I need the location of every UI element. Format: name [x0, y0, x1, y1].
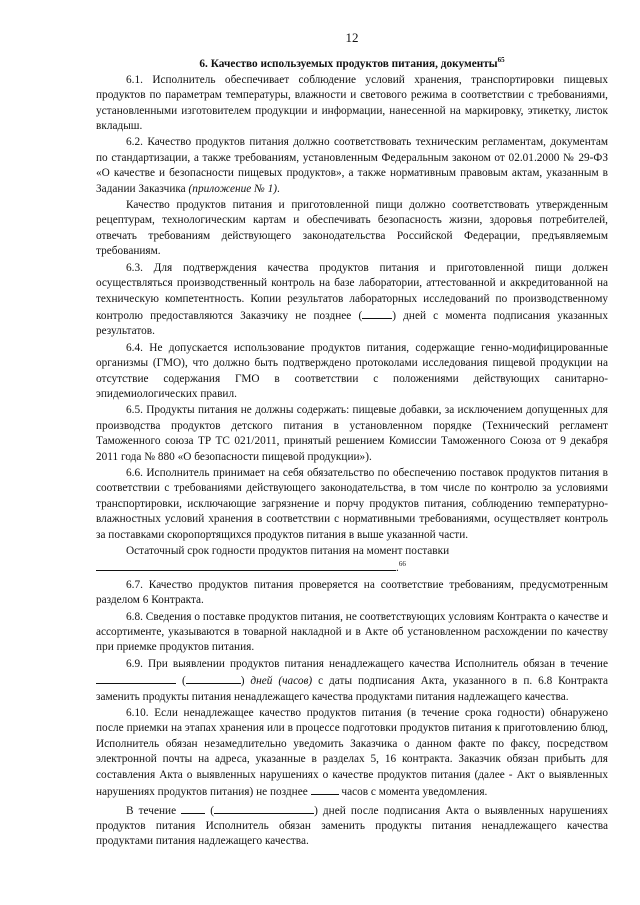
section-title-text: 6. Качество используемых продуктов питания, документы: [199, 58, 498, 71]
shelf-life-footnote-ref: 66: [398, 560, 406, 569]
paragraph-6-9: [96, 657, 608, 705]
shelf-life-text: Остаточный срок годности продуктов питания на момент поставки: [126, 545, 450, 557]
appendix-reference: (приложение № 1): [188, 182, 278, 195]
paragraph-6-10: [96, 706, 608, 800]
hours-blank: [311, 783, 339, 795]
paragraph-6-7: 6.7. Качество продуктов питания проверяется на соответствие требованиям, предусмотренным разделом 6 Контракта.: [96, 578, 608, 607]
paragraph-6-1: 6.1. Исполнитель обеспечивает соблюдение условий хранения, транспортировки пищевых продуктов по параметрам температуры, влажности и светового режима в соответствии с требованиями, установленными изготовителем продукции и информации, нанесенной на маркировку, этикетку, листок вкладыш.: [96, 73, 608, 133]
paragraph-6-9-close: ): [240, 675, 245, 688]
section-title: [96, 57, 608, 72]
paragraph-6-3-text: 6.3. Для подтверждения качества продуктов питания и приготовленной пищи должен осуществляться производственный контроль на базе лаборатории, аттестованной и аккредитованной на техническую компетентность. Копии результатов лабораторных исследований по производственному контролю предоставляются Заказчику не позднее: [96, 261, 608, 322]
term-blank: [96, 672, 176, 684]
paragraph-6-2: [96, 135, 608, 197]
paragraph-6-2-end: .: [277, 182, 280, 195]
paragraph-6-2-text: 6.2. Качество продуктов питания должно соответствовать техническим регламентам, документам по стандартизации, а также требованиям, установленным Федеральным законом от 02.01.2000 № 29-ФЗ «О качестве и безопасности пищевых продуктов», а также нормативным правовым актам, указанным в Задании Заказчика: [96, 136, 608, 195]
title-footnote-ref: 65: [497, 56, 505, 65]
paragraph-6-5: 6.5. Продукты питания не должны содержать: пищевые добавки, за исключением допущенных для производства продуктов детского питания в установленном порядке (Технический регламент Таможенного союза ТР ТС 021/2011, принятый решением Комиссии Таможенного Союза от 9 декабря 2011 года № 880 «О безопасности пищевой продукции»).: [96, 404, 608, 463]
paragraph-6-10-text: 6.10. Если ненадлежащее качество продуктов питания (в течение срока годности) обнаружено после приемки на этапах хранения или в процессе подготовки продуктов питания к приготовлению блюд, Исполнитель обязан незамедлительно уведомить Заказчика о данном факте по факсу, посредством электронной почты на адреса, указанные в разделах 5, 16 контракта. Заказчик обязан прибыть для составления Акта о выявленных нарушениях о качестве продуктов питания (далее - Акт о выявленных нарушениях продуктов питания) не позднее: [96, 707, 608, 799]
paragraph-6-8: 6.8. Сведения о поставке продуктов питания, не соответствующих условиям Контракта о качестве и ассортименте, указываются в товарной накладной и в Акте об установленном расхождении по качеству при приемке продуктов питания.: [96, 610, 608, 654]
replacement-days-blank: [181, 802, 205, 814]
replacement-tail: ) дней после подписания Акта о выявленных нарушениях продуктов питания Исполнитель обязан заменить продукты питания ненадлежащего качества продуктами питания надлежащего качества.: [96, 804, 608, 848]
replacement-words-blank: [214, 802, 314, 814]
replacement-open: (: [210, 804, 215, 817]
paragraph-replacement: [96, 802, 608, 850]
replacement-lead: В течение: [126, 804, 177, 817]
document-page: [96, 30, 608, 851]
paragraph-6-6: 6.6. Исполнитель принимает на себя обязательство по обеспечению поставок продуктов питания в соответствии с требованиями действующего законодательства, в том числе по контролю за условиями транспортировки, исключающие загрязнение и порчу продуктов питания, соблюдению температурно-влажностных условий хранения в соответствии с нормативными требованиями, осуществляет контроль за поставками скоропортящихся продуктов питания в выше указанной части.: [96, 466, 608, 541]
shelf-life-blank: [96, 559, 396, 571]
paragraph-6-9-open: (: [181, 675, 186, 688]
term-words-blank: [186, 672, 241, 684]
paragraph-6-10-tail: часов с момента уведомления.: [341, 786, 488, 799]
days-hours-label: дней (часов): [250, 675, 313, 688]
paragraph-6-4: 6.4. Не допускается использование продуктов питания, содержащие генно-модифицированные организмы (ГМО), что должно быть подтверждено протоколами исследования пищевой продукции на отсутствие содержания ГМО в соответствии с положениями действующих санитарно-эпидемиологических правил.: [96, 341, 608, 400]
paragraph-6-3: [96, 261, 608, 340]
days-blank: [362, 307, 392, 319]
paragraph-6-9-tail: с даты подписания Акта, указанного в п. 6.8 Контракта заменить продукты питания ненадлежащего качества продуктами питания надлежащего качества.: [96, 675, 609, 703]
paragraph-6-2-quality: Качество продуктов питания и приготовленной пищи должно соответствовать утвержденным рецептурам, технологическим картам и обеспечивать безопасность жизни, здоровья потребителей, отвечать требованиям действующего законодательства Российской Федерации, предъявляемым требованиям.: [96, 199, 608, 258]
paragraph-6-3-tail: ) дней с момента подписания указанных результатов.: [96, 309, 608, 338]
paragraph-shelf-life: [96, 544, 608, 577]
paragraph-6-3-open: (: [358, 309, 363, 322]
paragraph-6-9-text: 6.9. При выявлении продуктов питания ненадлежащего качества Исполнитель обязан в течение: [126, 657, 608, 670]
page-number: 12: [345, 30, 359, 45]
shelf-life-end: .: [396, 562, 399, 575]
